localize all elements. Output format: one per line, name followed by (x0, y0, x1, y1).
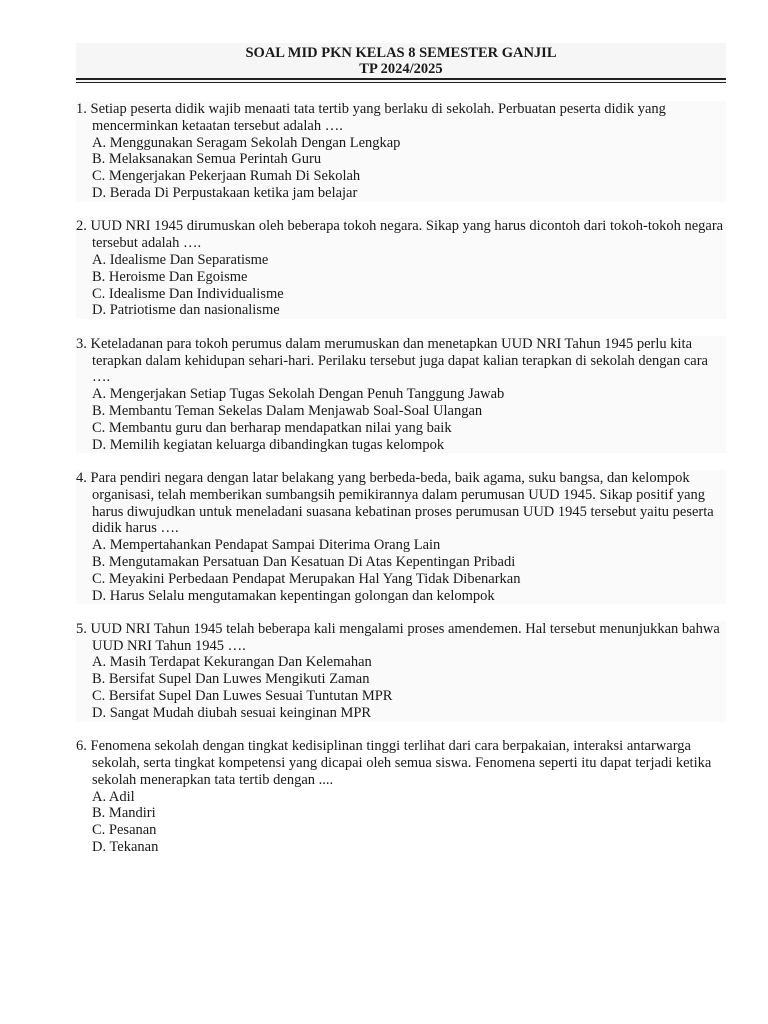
option-b: B. Membantu Teman Sekelas Dalam Menjawab Soal-Soal Ulangan (92, 402, 483, 419)
option-d: D. Patriotisme dan nasionalisme (92, 302, 280, 319)
option-c: C. Membantu guru dan berharap mendapatkan nilai yang baik (92, 419, 452, 436)
option-list (76, 252, 726, 319)
document-header (76, 43, 726, 83)
option-c: C. Meyakini Perbedaan Pendapat Merupakan Hal Yang Tidak Dibenarkan (92, 570, 521, 587)
header-rule-thin (76, 82, 726, 83)
question-body: UUD NRI 1945 dirumuskan oleh beberapa tokoh negara. Sikap yang harus dicontoh dari tokoh-tokoh negara tersebut adalah …. (90, 218, 724, 252)
question-3 (76, 336, 726, 454)
option-a: A. Menggunakan Seragam Sekolah Dengan Lengkap (92, 134, 401, 151)
question-text (76, 336, 726, 386)
option-d: D. Sangat Mudah diubah sesuai keinginan MPR (92, 704, 372, 721)
option-d: D. Harus Selalu mengutamakan kepentingan golongan dan kelompok (92, 587, 495, 604)
question-5 (76, 621, 726, 722)
question-text (76, 738, 726, 788)
question-1 (76, 101, 726, 202)
option-c: C. Pesanan (92, 822, 157, 839)
option-b: B. Heroisme Dan Egoisme (92, 268, 248, 285)
question-body: UUD NRI Tahun 1945 telah beberapa kali mengalami proses amendemen. Hal tersebut menunjukkan bahwa UUD NRI Tahun 1945 …. (90, 620, 720, 654)
option-list (76, 386, 726, 453)
document-title: SOAL MID PKN KELAS 8 SEMESTER GANJIL (245, 45, 557, 61)
question-number: 5. (76, 620, 87, 637)
option-c: C. Bersifat Supel Dan Luwes Sesuai Tuntutan MPR (92, 688, 393, 705)
option-c: C. Idealisme Dan Individualisme (92, 285, 284, 302)
question-number: 4. (76, 469, 87, 486)
question-number: 3. (76, 335, 87, 352)
option-a: A. Masih Terdapat Kekurangan Dan Kelemahan (92, 654, 372, 671)
question-body: Setiap peserta didik wajib menaati tata tertib yang berlaku di sekolah. Perbuatan peserta didik yang mencerminkan ketaatan tersebut adalah …. (90, 101, 666, 134)
option-d: D. Memilih kegiatan keluarga dibandingkan tugas kelompok (92, 436, 445, 453)
option-d: D. Berada Di Perpustakaan ketika jam belajar (92, 184, 358, 201)
question-text (76, 621, 726, 655)
question-4 (76, 470, 726, 604)
header-rule-thick (76, 78, 726, 80)
option-list (76, 135, 726, 202)
option-d: D. Tekanan (92, 839, 159, 856)
question-6 (76, 738, 726, 856)
option-a: A. Idealisme Dan Separatisme (92, 251, 269, 268)
option-list (76, 654, 726, 721)
question-body: Para pendiri negara dengan latar belakang yang berbeda-beda, baik agama, suku bangsa, dan kelompok organisasi, telah memberikan sumbangsih pemikirannya dalam perumusan UUD 1945. Sikap positif yang harus diwujudkan untuk meneladani suasana kebatinan proses perumusan UUD 1945 tersebut yaitu peserta didik harus …. (90, 469, 714, 537)
question-list (76, 101, 726, 872)
question-text (76, 470, 726, 537)
question-text (76, 101, 726, 135)
option-a: A. Mengerjakan Setiap Tugas Sekolah Dengan Penuh Tanggung Jawab (92, 386, 505, 403)
option-a: A. Mempertahankan Pendapat Sampai Diterima Orang Lain (92, 537, 441, 554)
question-body: Fenomena sekolah dengan tingkat kedisiplinan tinggi terlihat dari cara berpakaian, interaksi antarwarga sekolah, serta tingkat kompetensi yang dicapai oleh semua siswa. Fenomena seperti itu dapat terjadi ketika sekolah menerapkan tata tertib dengan .... (90, 738, 712, 788)
option-c: C. Mengerjakan Pekerjaan Rumah Di Sekolah (92, 168, 361, 185)
option-b: B. Bersifat Supel Dan Luwes Mengikuti Zaman (92, 671, 370, 688)
question-2 (76, 218, 726, 319)
question-text (76, 218, 726, 252)
option-b: B. Melaksanakan Semua Perintah Guru (92, 151, 322, 168)
question-number: 6. (76, 738, 87, 755)
option-list (76, 789, 726, 856)
option-b: B. Mandiri (92, 805, 156, 822)
option-b: B. Mengutamakan Persatuan Dan Kesatuan Di Atas Kepentingan Pribadi (92, 553, 516, 570)
document-subtitle: TP 2024/2025 (359, 61, 443, 77)
question-body: Keteladanan para tokoh perumus dalam merumuskan dan menetapkan UUD NRI Tahun 1945 perlu kita terapkan dalam kehidupan sehari-hari. Perilaku tersebut juga dapat kalian terapkan di sekolah dengan cara …. (90, 335, 708, 386)
option-a: A. Adil (92, 788, 135, 805)
question-number: 1. (76, 101, 87, 117)
question-number: 2. (76, 218, 87, 235)
option-list (76, 537, 726, 604)
